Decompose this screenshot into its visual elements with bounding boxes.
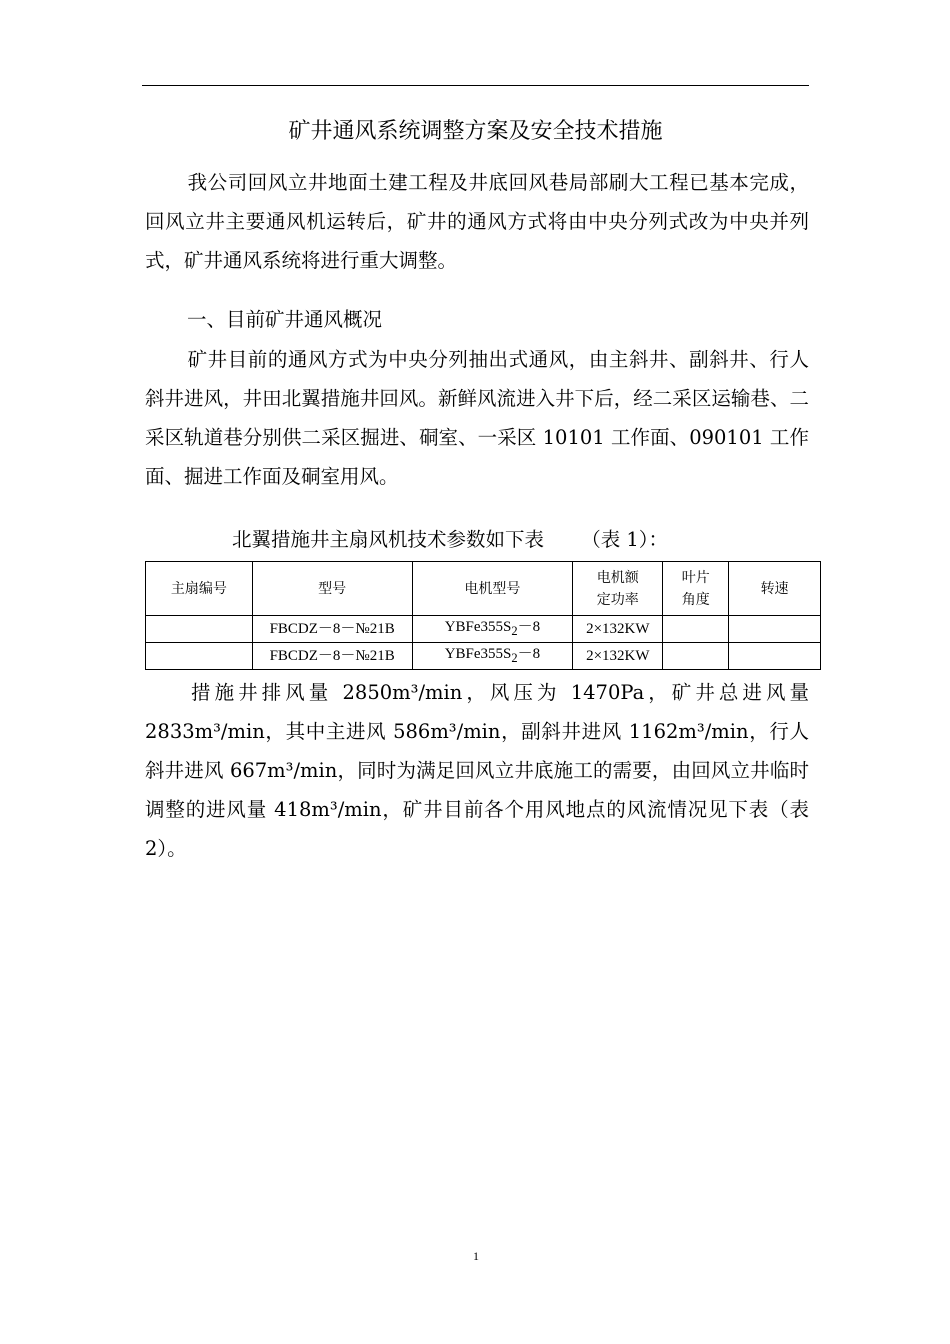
motor-model-suffix: －8 xyxy=(517,646,541,662)
cell-motor-model xyxy=(412,643,573,670)
header-rated-power-line2: 定功率 xyxy=(596,591,639,608)
page-title: 矿井通风系统调整方案及安全技术措施 xyxy=(288,119,663,144)
cell-motor-model xyxy=(412,616,573,643)
header-motor-model: 电机型号 xyxy=(412,562,573,616)
motor-model-prefix: YBFe355S xyxy=(444,646,512,662)
fan-spec-table xyxy=(145,561,821,670)
header-blade-angle-line2: 角度 xyxy=(681,591,710,608)
cell-power: 2×132KW xyxy=(573,616,663,643)
cell-fan-id xyxy=(146,643,253,670)
page-number: 1 xyxy=(473,1249,479,1263)
header-rule xyxy=(142,85,809,86)
table-caption: 北翼措施井主扇风机技术参数如下表 （表 1）： xyxy=(232,528,669,551)
header-fan-id: 主扇编号 xyxy=(146,562,253,616)
table-header-row xyxy=(146,562,821,616)
cell-power: 2×132KW xyxy=(573,643,663,670)
airflow-text: 措施井排风量 2850m³/min，风压为 1470Pa，矿井总进风量 2833m³/min，其中主进风 586m³/min，副斜井进风 1162m³/min，行人斜井进风 667m³/min，同时为满足回风立井底施工的需要，由回风立井临时调整的进风量 418m³/min，矿井目前各个用风地点的风流情况见下表（表 2）。 xyxy=(145,681,809,860)
header-blade-angle-line1: 叶片 xyxy=(681,569,710,586)
motor-model-suffix: －8 xyxy=(517,619,541,635)
header-blade-angle xyxy=(663,562,729,616)
cell-speed xyxy=(729,616,821,643)
table-row xyxy=(146,616,821,643)
motor-model-prefix: YBFe355S xyxy=(444,619,512,635)
cell-model: FBCDZ－8－№21B xyxy=(252,616,412,643)
cell-model: FBCDZ－8－№21B xyxy=(252,643,412,670)
header-rated-power xyxy=(573,562,663,616)
cell-angle xyxy=(663,616,729,643)
table-row xyxy=(146,643,821,670)
section-heading: 一、目前矿井通风概况 xyxy=(187,308,383,331)
motor-model-subscript: 2 xyxy=(511,651,518,665)
section-body-paragraph xyxy=(145,340,809,496)
cell-speed xyxy=(729,643,821,670)
cell-angle xyxy=(663,643,729,670)
motor-model-subscript: 2 xyxy=(511,624,518,638)
cell-fan-id xyxy=(146,616,253,643)
airflow-paragraph xyxy=(145,673,809,868)
header-rated-power-line1: 电机额 xyxy=(596,569,639,586)
intro-text: 我公司回风立井地面土建工程及井底回风巷局部刷大工程已基本完成，回风立井主要通风机运转后，矿井的通风方式将由中央分列式改为中央并列式，矿井通风系统将进行重大调整。 xyxy=(145,171,809,272)
header-model: 型号 xyxy=(252,562,412,616)
section-body-text: 矿井目前的通风方式为中央分列抽出式通风，由主斜井、副斜井、行人斜井进风，井田北翼措施井回风。新鲜风流进入井下后，经二采区运输巷、二采区轨道巷分别供二采区掘进、硐室、一采区 10101 工作面、090101 工作面、掘进工作面及硐室用风。 xyxy=(145,348,809,488)
intro-paragraph xyxy=(145,163,809,280)
header-speed: 转速 xyxy=(729,562,821,616)
